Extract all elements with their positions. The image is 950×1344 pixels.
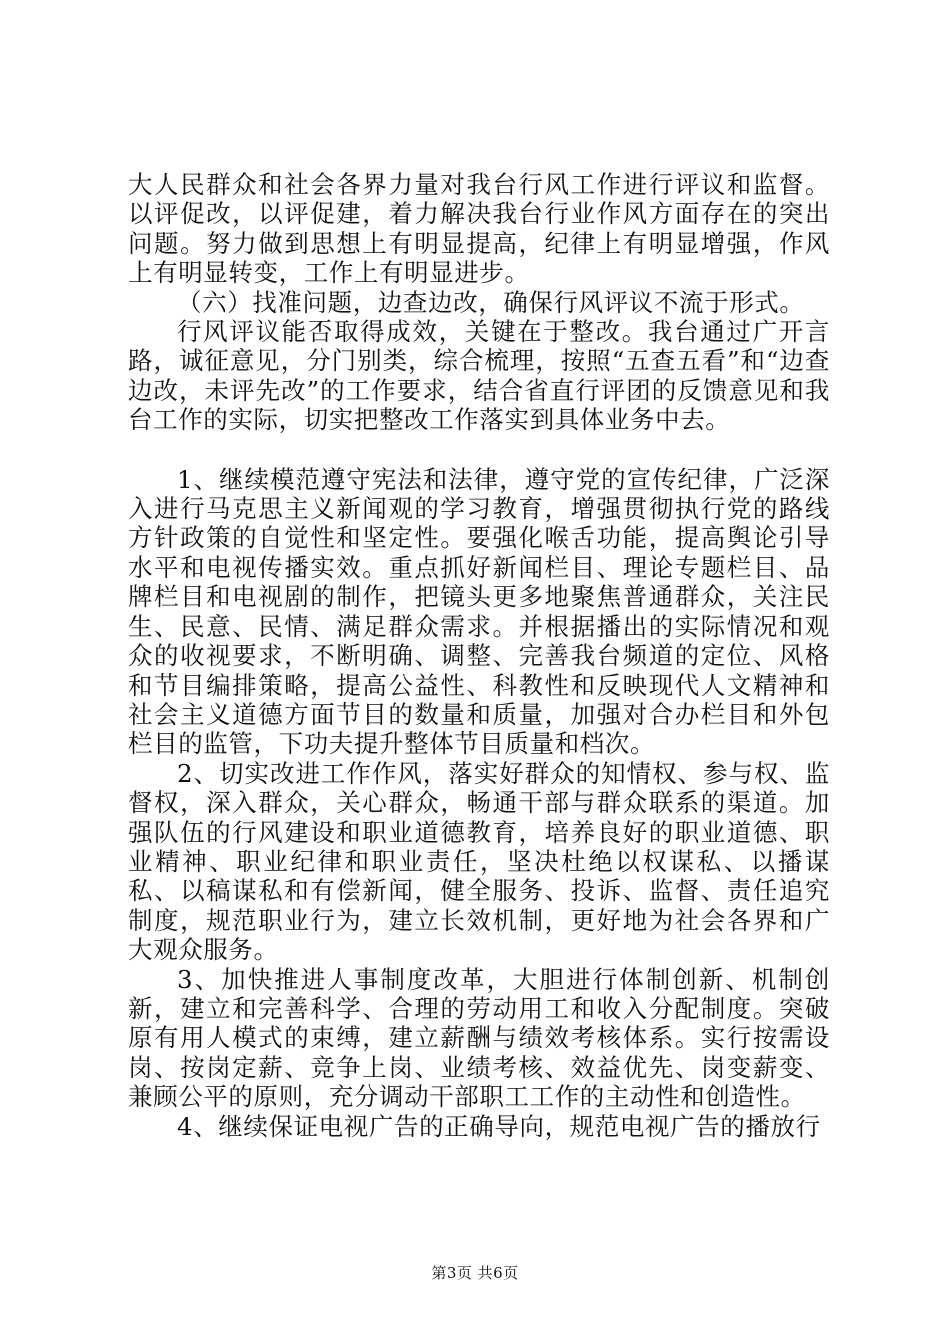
list-item-3: 3、加快推进人事制度改革，大胆进行体制创新、机制创新，建立和完善科学、合理的劳动用工和收入分配制度。突破原有用人模式的束缚，建立薪酬与绩效考核体系。实行按需设岗、按岗定薪、竞争上岗、业绩考核、效益优先、岗变薪变、兼顾公平的原则，充分调动干部职工工作的主动性和创造性。 <box>128 964 830 1112</box>
list-item-2: 2、切实改进工作作风，落实好群众的知情权、参与权、监督权，深入群众，关心群众，畅通干部与群众联系的渠道。加强队伍的行风建设和职业道德教育，培养良好的职业道德、职业精神、职业纪律和职业责任，坚决杜绝以权谋私、以播谋私、以稿谋私和有偿新闻，健全服务、投诉、监督、责任追究制度，规范职业行为，建立长效机制，更好地为社会各界和广大观众服务。 <box>128 758 830 965</box>
document-body <box>128 170 830 1141</box>
list-item-1: 1、继续模范遵守宪法和法律，遵守党的宣传纪律，广泛深入进行马克思主义新闻观的学习教育，增强贯彻执行党的路线方针政策的自觉性和坚定性。要强化喉舌功能，提高舆论引导水平和电视传播实效。重点抓好新闻栏目、理论专题栏目、品牌栏目和电视剧的制作，把镜头更多地聚焦普通群众，关注民生、民意、民情、满足群众需求。并根据播出的实际情况和观众的收视要求，不断明确、调整、完善我台频道的定位、风格和节目编排策略，提高公益性、科教性和反映现代人文精神和社会主义道德方面节目的数量和质量，加强对合办栏目和外包栏目的监管，下功夫提升整体节目质量和档次。 <box>128 464 830 759</box>
paragraph-spacer <box>128 435 830 465</box>
paragraph-rectification-intro: 行风评议能否取得成效，关键在于整改。我台通过广开言路，诚征意见，分门别类，综合梳理，按照“五查五看”和“边查边改，未评先改”的工作要求，结合省直行评团的反馈意见和我台工作的实际，切实把整改工作落实到具体业务中去。 <box>128 317 830 435</box>
list-item-4: 4、继续保证电视广告的正确导向，规范电视广告的播放行 <box>177 1111 821 1141</box>
page-number-footer: 第3页 共6页 <box>431 1264 519 1282</box>
paragraph-continuation: 大人民群众和社会各界力量对我台行风工作进行评议和监督。以评促改，以评促建，着力解决我台行业作风方面存在的突出问题。努力做到思想上有明显提高，纪律上有明显增强，作风上有明显转变，工作上有明显进步。 <box>128 170 830 288</box>
section-heading-six: （六）找准问题，边查边改，确保行风评议不流于形式。 <box>177 287 805 317</box>
